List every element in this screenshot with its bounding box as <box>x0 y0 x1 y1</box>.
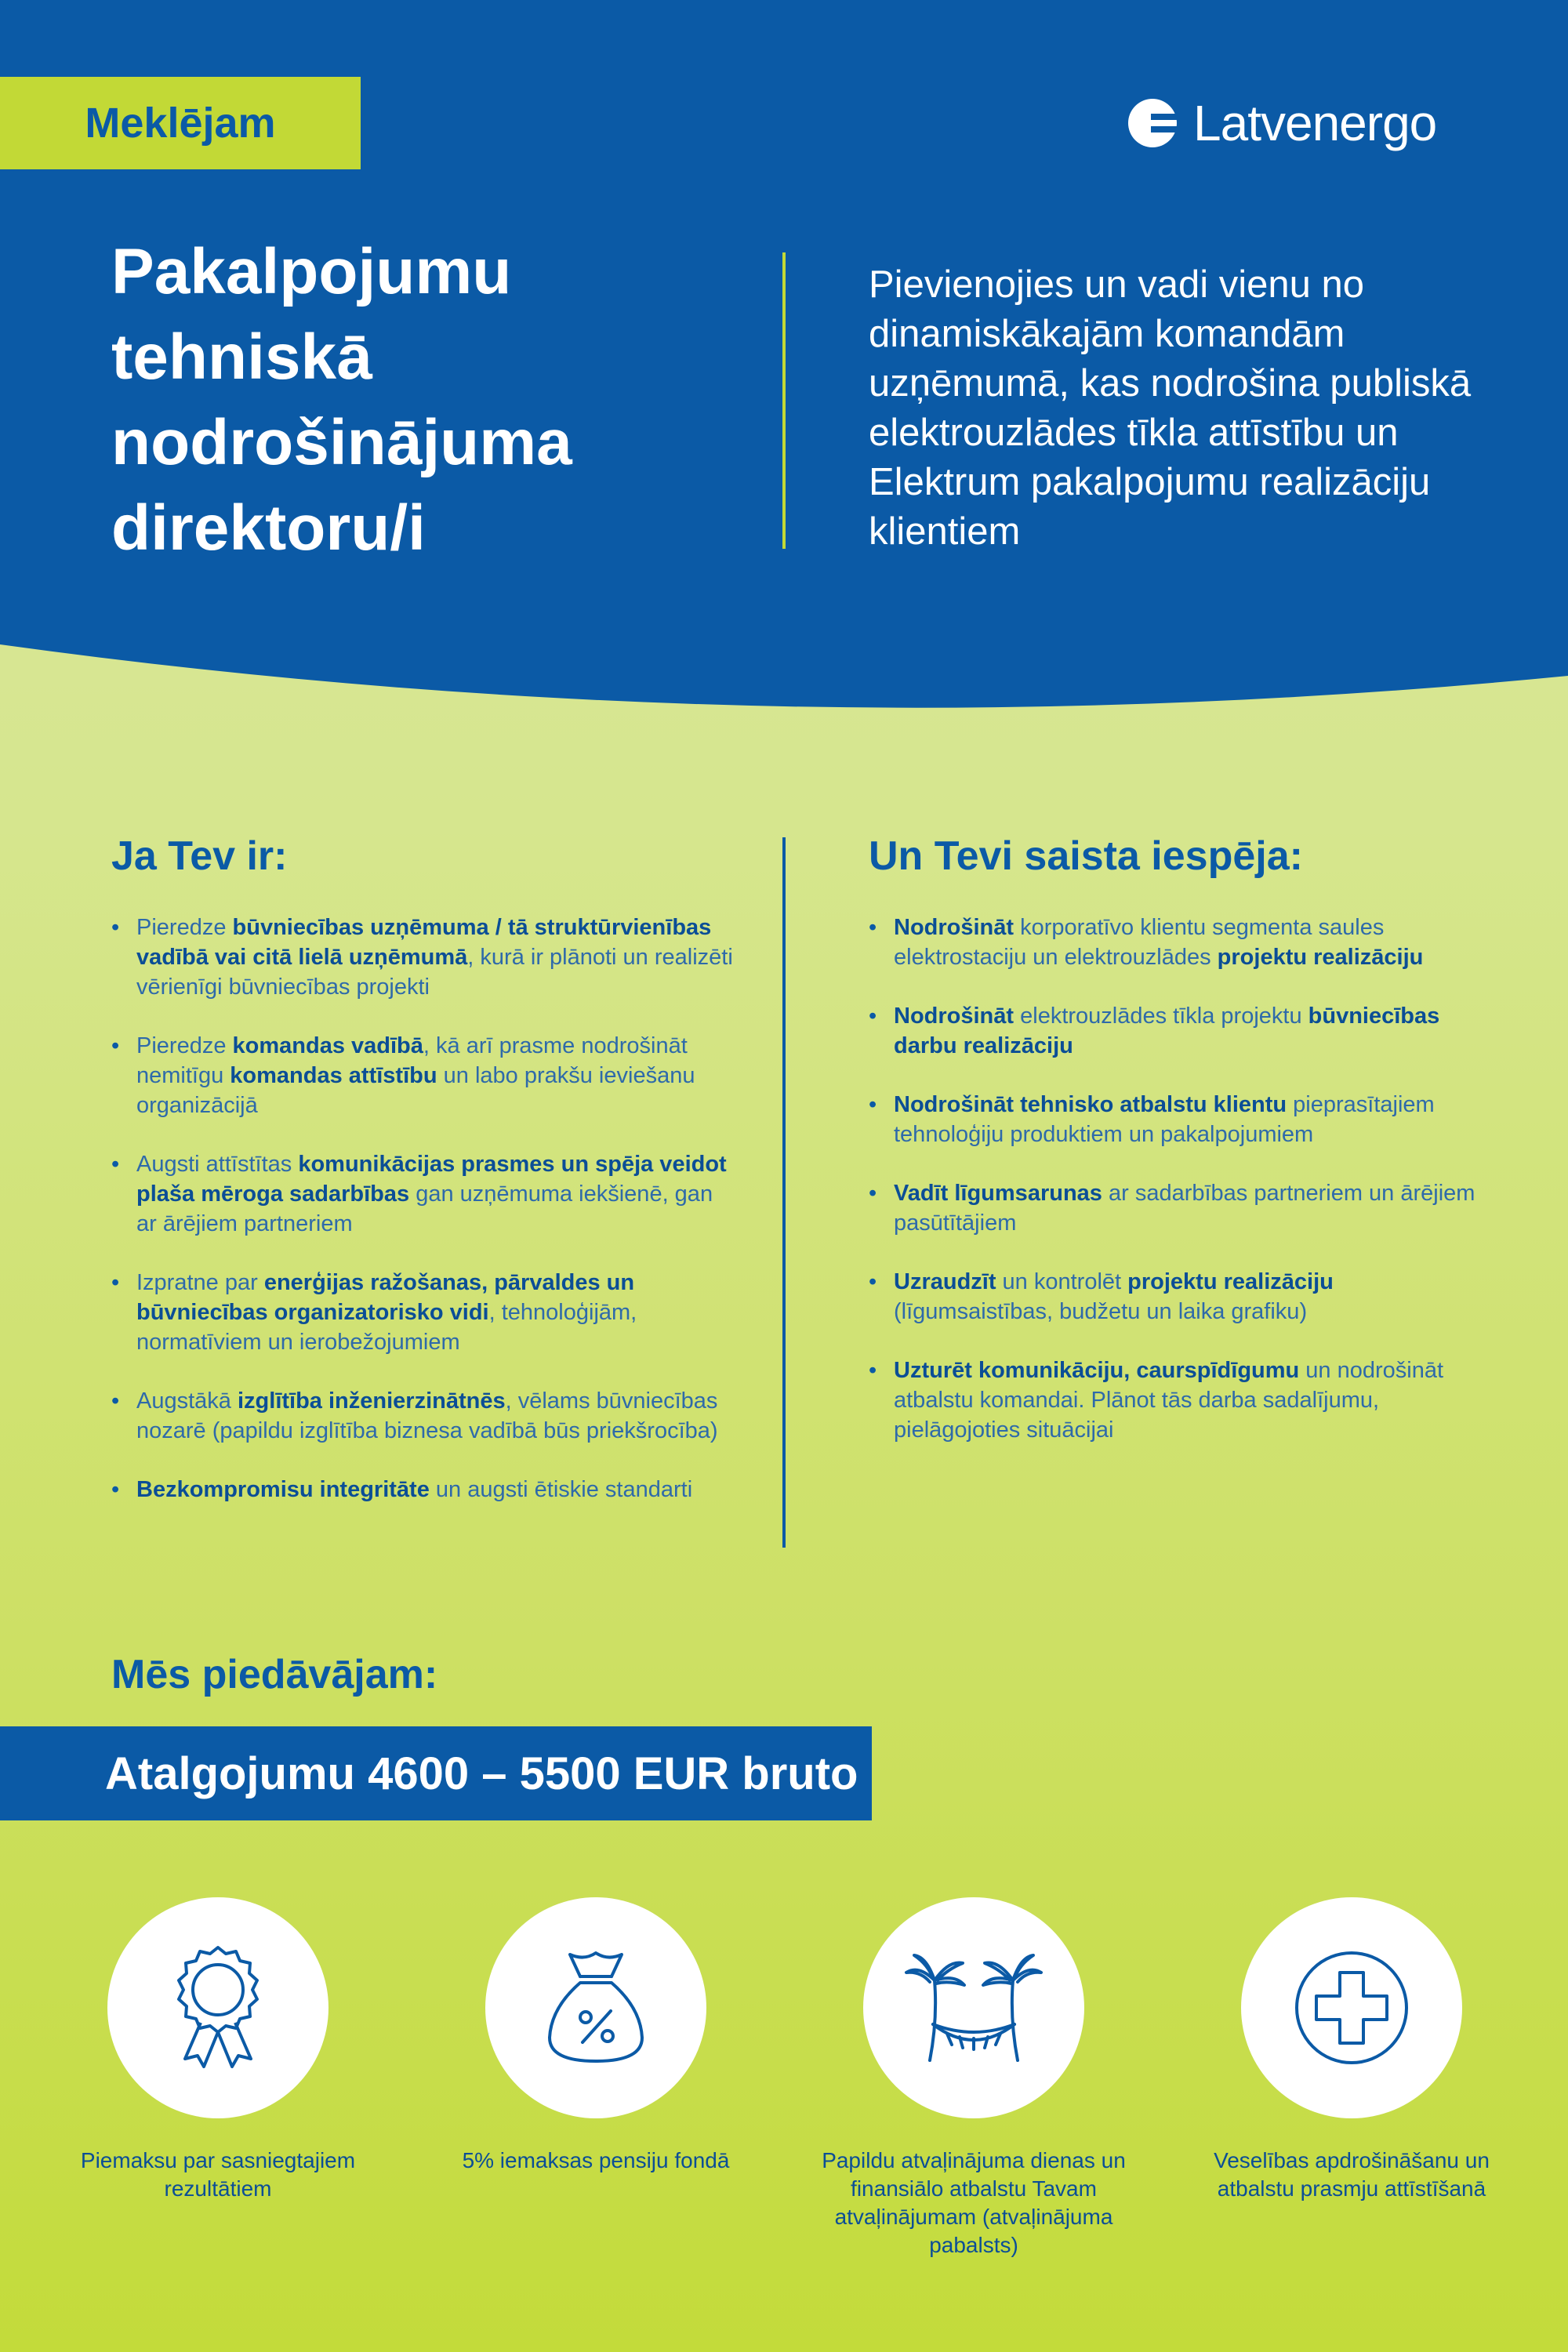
benefit-circle <box>863 1897 1084 2118</box>
intro-text: Pievienojies un vadi vienu no dinamiskākajām komandām uzņēmumā, kas nodrošina publiskā elektrouzlādes tīkla attīstību un Elektrum pakalpojumu realizāciju klientiem <box>869 263 1472 553</box>
latvenergo-logo <box>1127 94 1436 152</box>
benefit-health <box>1195 1897 1508 2203</box>
benefit-pension <box>439 1897 753 2175</box>
item-text: elektrouzlādes tīkla projektu <box>1014 1004 1308 1029</box>
emphasis-text: Nodrošināt <box>894 915 1014 940</box>
emphasis-text: būvniecības uzņēmuma / tā struktūrvienības vadībā vai citā lielā uzņēmumā <box>136 915 712 970</box>
opportunities-list <box>869 913 1480 1474</box>
section-divider <box>782 837 786 1548</box>
salary-banner: Atalgojumu 4600 – 5500 EUR bruto <box>0 1726 872 1820</box>
item-text: , tehnoloģijām, normatīviem un ierobežojumiem <box>136 1300 637 1355</box>
list-item <box>111 1386 739 1446</box>
offer-heading: Mēs piedāvājam: <box>111 1652 438 1697</box>
emphasis-text: komandas attīstību <box>230 1063 437 1088</box>
list-item <box>869 1178 1480 1238</box>
health-cross-icon <box>1293 1949 1410 2067</box>
item-text: Augstākā <box>136 1388 238 1414</box>
list-item <box>111 1031 739 1120</box>
item-text: , kā arī prasme nodrošināt nemitīgu <box>136 1033 688 1088</box>
opportunities-heading: Un Tevi saista iespēja: <box>869 833 1303 879</box>
list-item <box>111 1475 739 1504</box>
requirements-heading: Ja Tev ir: <box>111 833 288 879</box>
benefit-label: 5% iemaksas pensiju fondā <box>462 2148 730 2172</box>
item-text: ar sadarbības partneriem un ārējiem pasūtītājiem <box>894 1181 1475 1236</box>
emphasis-text: komandas vadībā <box>232 1033 423 1058</box>
benefit-bonus <box>61 1897 375 2203</box>
item-text: un nodrošināt atbalstu komandai. Plānot tās darba sadalījumu, pielāgojoties situācijai <box>894 1358 1444 1443</box>
emphasis-text: Uzturēt komunikāciju, caurspīdīgumu <box>894 1358 1300 1383</box>
item-text: Augsti attīstītas <box>136 1152 299 1177</box>
emphasis-text: projektu realizāciju <box>1127 1269 1334 1294</box>
item-text: , kurā ir plānoti un realizēti vērienīgi būvniecības projekti <box>136 945 733 1000</box>
benefit-vacation <box>817 1897 1131 2259</box>
benefit-circle <box>1241 1897 1462 2118</box>
emphasis-text: būvniecības darbu realizāciju <box>894 1004 1440 1058</box>
list-item <box>869 1356 1480 1445</box>
emphasis-text: komunikācijas prasmes un spēja veidot plaša mēroga sadarbības <box>136 1152 727 1207</box>
item-text: korporatīvo klientu segmenta saules elektrostaciju un elektrouzlādes <box>894 915 1385 970</box>
benefit-circle <box>107 1897 328 2118</box>
emphasis-text: projektu realizāciju <box>1217 945 1424 970</box>
job-title: Pakalpojumu tehniskā nodrošinājuma direktoru/i <box>111 236 572 564</box>
item-text: Izpratne par <box>136 1270 264 1295</box>
item-text: un labo prakšu ieviešanu organizācijā <box>136 1063 695 1118</box>
list-item <box>869 1090 1480 1149</box>
item-text: pieprasītajiem tehnoloģiju produktiem un pakalpojumiem <box>894 1092 1435 1147</box>
emphasis-text: Bezkompromisu integritāte <box>136 1477 430 1502</box>
header-divider <box>782 252 786 549</box>
list-item <box>111 913 739 1002</box>
item-text: Pieredze <box>136 1033 233 1058</box>
medal-ribbon-icon <box>155 1941 281 2074</box>
item-text: un kontrolēt <box>996 1269 1128 1294</box>
palm-hammock-icon <box>903 1949 1044 2067</box>
item-text: un augsti ētiskie standarti <box>429 1477 693 1502</box>
emphasis-text: Vadīt līgumsarunas <box>894 1181 1102 1206</box>
list-item <box>869 1267 1480 1327</box>
list-item <box>869 1001 1480 1061</box>
benefit-label: Papildu atvaļinājuma dienas un finansiālo atbalstu Tavam atvaļinājumam (atvaļinājuma pabalsts) <box>822 2148 1126 2257</box>
item-text: Pieredze <box>136 915 233 940</box>
emphasis-text: Uzraudzīt <box>894 1269 996 1294</box>
benefit-circle <box>485 1897 706 2118</box>
item-text: , vēlams būvniecības nozarē (papildu izglītība biznesa vadībā būs priekšrocība) <box>136 1388 718 1443</box>
tag-meklejam: Meklējam <box>0 77 361 169</box>
list-item <box>111 1149 739 1239</box>
requirements-list <box>111 913 739 1534</box>
money-bag-percent-icon <box>537 1945 655 2071</box>
emphasis-text: Nodrošināt <box>894 1004 1014 1029</box>
emphasis-text: enerģijas ražošanas, pārvaldes un būvniecības organizatorisko vidi <box>136 1270 635 1325</box>
logo-text: Latvenergo <box>1193 95 1437 151</box>
emphasis-text: Nodrošināt tehnisko atbalstu klientu <box>894 1092 1287 1117</box>
benefit-label: Veselības apdrošināšanu un atbalstu prasmju attīstīšanā <box>1214 2148 1490 2201</box>
item-text: (līgumsaistības, budžetu un laika grafiku) <box>894 1299 1308 1324</box>
item-text: gan uzņēmuma iekšienē, gan ar ārējiem partneriem <box>136 1181 713 1236</box>
list-item <box>869 913 1480 972</box>
benefit-label: Piemaksu par sasniegtajiem rezultātiem <box>80 2148 356 2201</box>
list-item <box>111 1268 739 1357</box>
latvenergo-logo-icon <box>1127 98 1178 148</box>
emphasis-text: izglītība inženierzinātnēs <box>237 1388 506 1414</box>
